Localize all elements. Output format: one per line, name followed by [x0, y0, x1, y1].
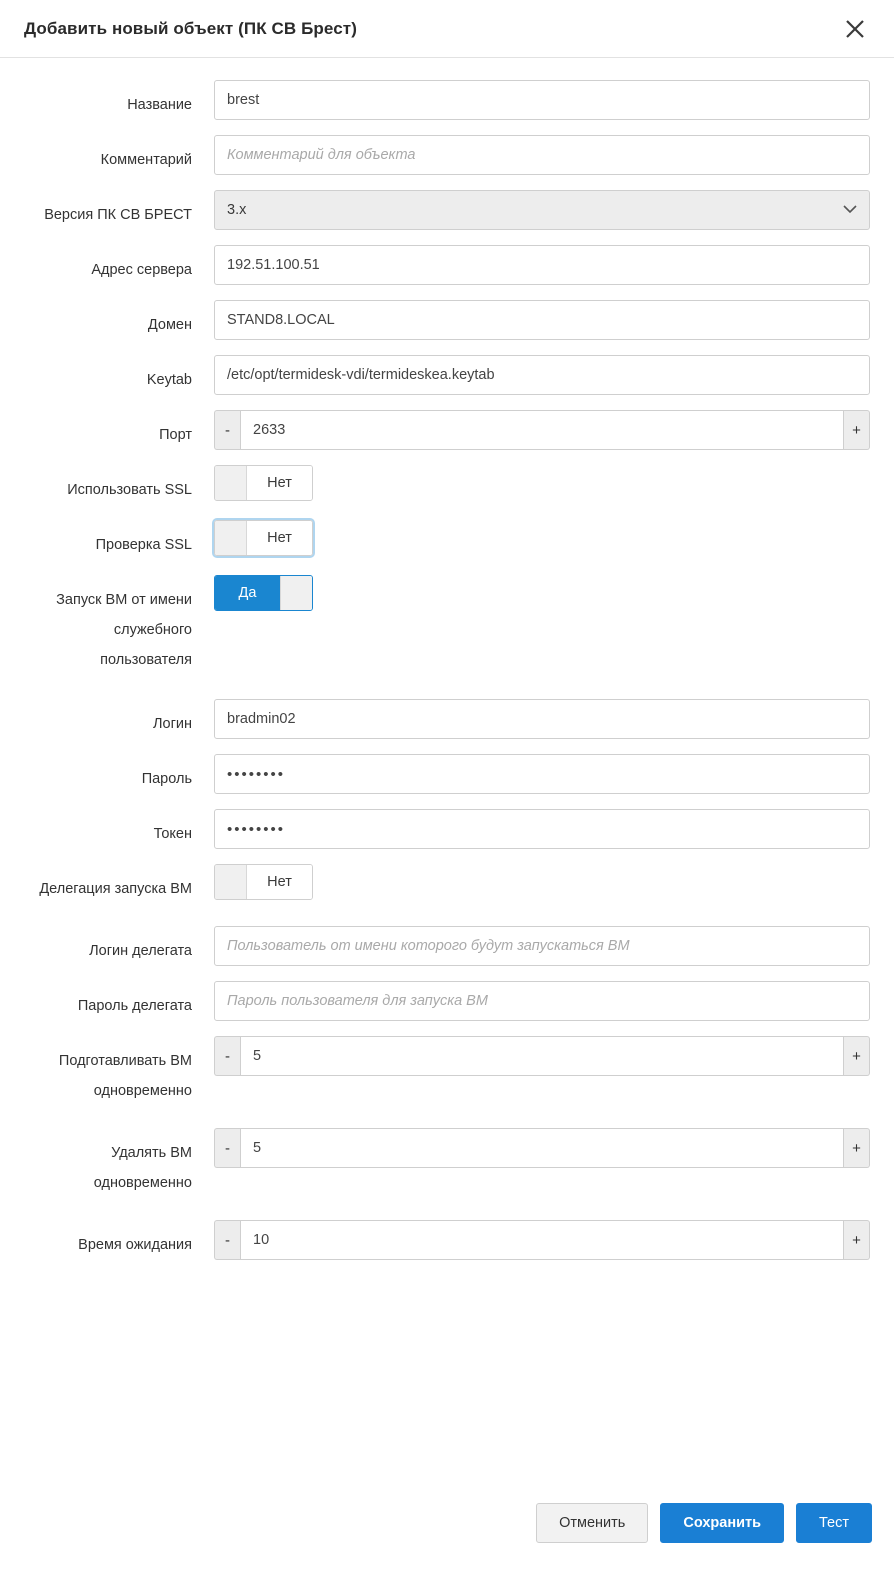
row-delegate-vm-start [24, 864, 870, 904]
label-login: Логин [153, 716, 192, 732]
label-comment: Комментарий [100, 152, 192, 168]
keytab-input[interactable] [214, 355, 870, 395]
dialog-title: Добавить новый объект (ПК СВ Брест) [24, 18, 357, 38]
label-password: Пароль [141, 771, 192, 787]
label-version: Версия ПК СВ БРЕСТ [44, 207, 192, 223]
name-input[interactable] [214, 80, 870, 120]
close-icon[interactable] [838, 12, 872, 46]
comment-input[interactable] [214, 135, 870, 175]
label-name: Название [127, 97, 192, 113]
timeout-input[interactable] [240, 1220, 844, 1260]
run-vm-as-service-user-toggle[interactable] [214, 575, 313, 611]
port-decrement-button[interactable]: - [214, 410, 240, 450]
label-delegate-vm-start: Делегация запуска ВМ [39, 881, 192, 897]
row-delegate-login [24, 926, 870, 966]
token-input[interactable] [214, 809, 870, 849]
timeout-increment-button[interactable]: + [844, 1220, 870, 1260]
label-delegate-password: Пароль делегата [77, 998, 192, 1014]
use-ssl-toggle-state: Нет [247, 466, 312, 500]
row-port [24, 410, 870, 450]
run-vm-as-service-user-toggle-knob [280, 576, 312, 610]
save-button[interactable]: Сохранить [660, 1503, 784, 1543]
label-run-vm-as-service-user: Запуск ВМ от имени служебного пользователя [56, 592, 192, 668]
row-server-address [24, 245, 870, 285]
version-select[interactable] [214, 190, 870, 230]
prepare-vm-concurrent-input[interactable] [240, 1036, 844, 1076]
row-keytab [24, 355, 870, 395]
dialog-header [0, 0, 894, 58]
chevron-down-icon [843, 204, 857, 216]
port-input[interactable] [240, 410, 844, 450]
label-use-ssl: Использовать SSL [67, 482, 192, 498]
row-comment [24, 135, 870, 175]
delegate-login-input[interactable] [214, 926, 870, 966]
delegate-password-input[interactable] [214, 981, 870, 1021]
verify-ssl-toggle-knob [215, 521, 247, 555]
label-token: Токен [153, 826, 192, 842]
row-token [24, 809, 870, 849]
timeout-decrement-button[interactable]: - [214, 1220, 240, 1260]
domain-input[interactable] [214, 300, 870, 340]
delegate-vm-start-toggle[interactable] [214, 864, 313, 900]
port-stepper[interactable] [214, 410, 870, 450]
password-input[interactable] [214, 754, 870, 794]
prepare-vm-increment-button[interactable]: + [844, 1036, 870, 1076]
label-port: Порт [159, 427, 192, 443]
label-verify-ssl: Проверка SSL [95, 537, 192, 553]
verify-ssl-toggle-state: Нет [247, 521, 312, 555]
use-ssl-toggle-knob [215, 466, 247, 500]
use-ssl-toggle[interactable] [214, 465, 313, 501]
row-run-vm-as-service-user [24, 575, 870, 675]
row-prepare-vm-concurrent [24, 1036, 870, 1106]
login-input[interactable] [214, 699, 870, 739]
row-login [24, 699, 870, 739]
remove-vm-decrement-button[interactable]: - [214, 1128, 240, 1168]
prepare-vm-decrement-button[interactable]: - [214, 1036, 240, 1076]
version-select-value: 3.x [227, 202, 247, 218]
prepare-vm-concurrent-stepper[interactable] [214, 1036, 870, 1076]
row-timeout [24, 1220, 870, 1260]
label-timeout: Время ожидания [78, 1237, 192, 1253]
row-version [24, 190, 870, 230]
delegate-vm-start-toggle-knob [215, 865, 247, 899]
dialog-footer [0, 1489, 894, 1575]
label-prepare-vm-concurrent: Подготавливать ВМ одновременно [58, 1053, 192, 1099]
remove-vm-increment-button[interactable]: + [844, 1128, 870, 1168]
row-use-ssl [24, 465, 870, 505]
row-password [24, 754, 870, 794]
label-domain: Домен [147, 317, 192, 333]
row-verify-ssl [24, 520, 870, 560]
run-vm-as-service-user-toggle-state: Да [215, 576, 280, 610]
server-address-input[interactable] [214, 245, 870, 285]
delegate-vm-start-toggle-state: Нет [247, 865, 312, 899]
remove-vm-concurrent-stepper[interactable] [214, 1128, 870, 1168]
row-delegate-password [24, 981, 870, 1021]
port-increment-button[interactable]: + [844, 410, 870, 450]
remove-vm-concurrent-input[interactable] [240, 1128, 844, 1168]
object-form [0, 58, 894, 1260]
test-button[interactable]: Тест [796, 1503, 872, 1543]
verify-ssl-toggle[interactable] [214, 520, 313, 556]
label-remove-vm-concurrent: Удалять ВМ одновременно [93, 1145, 192, 1191]
row-remove-vm-concurrent [24, 1128, 870, 1198]
row-domain [24, 300, 870, 340]
label-delegate-login: Логин делегата [89, 943, 192, 959]
timeout-stepper[interactable] [214, 1220, 870, 1260]
cancel-button[interactable]: Отменить [536, 1503, 648, 1543]
label-server-address: Адрес сервера [91, 262, 192, 278]
label-keytab: Keytab [146, 372, 192, 388]
row-name [24, 80, 870, 120]
